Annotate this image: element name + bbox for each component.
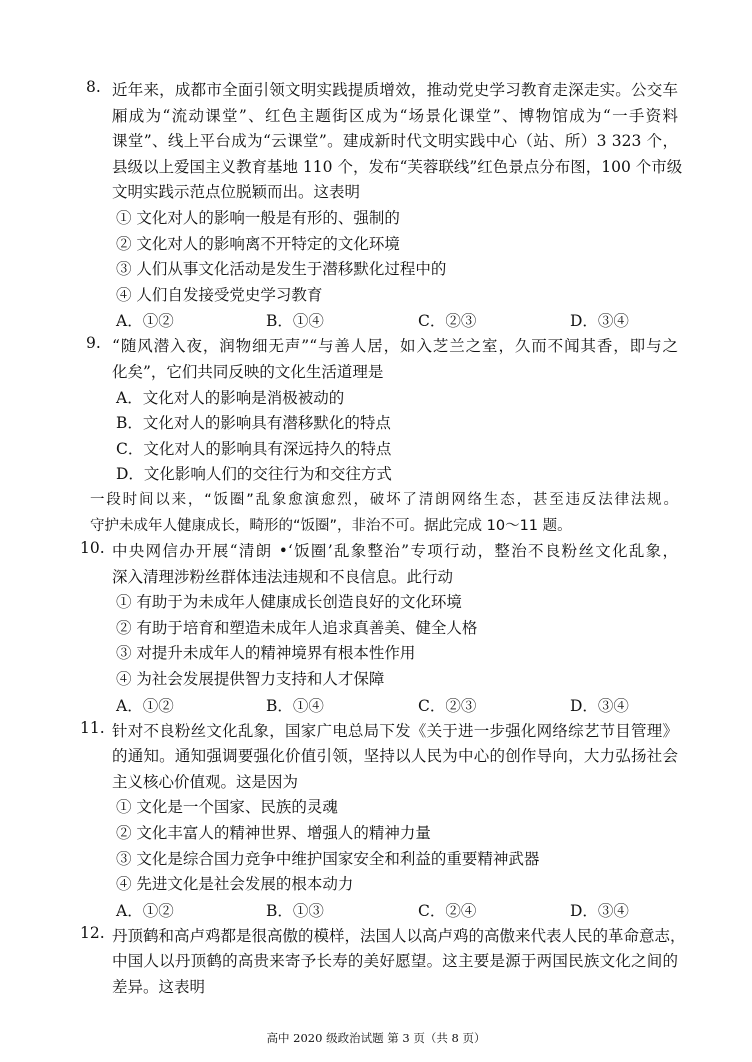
statement-option: ① 文化是一个国家、民族的灵魂 [116,798,338,817]
question-stem-line: “随风潜入夜，润物细无声”“与善人居，如入芝兰之室，久而不闻其香，即与之 [112,337,678,356]
question-11 [0,719,752,924]
choice-a: A．文化对人的影响是消极被动的 [116,388,345,407]
choice-a: A．①② [116,901,174,920]
question-stem-line: 县级以上爱国主义教育基地 110 个，发布“芙蓉联线”红色景点分布图，100 个市级 [112,157,683,176]
answer-choices [0,898,752,924]
question-stem-line: 深入清理涉粉丝群体违法违规和不良信息。此行动 [112,567,454,586]
question-12 [0,924,752,1001]
answer-choices [0,308,752,334]
statement-option: ④ 人们自发接受党史学习教育 [116,285,323,304]
statement-option: ④ 为社会发展提供智力支持和人才保障 [116,670,385,689]
choice-c: C．②④ [418,901,477,920]
question-number: 9. [86,334,101,353]
question-stem-line: 中央网信办开展“清朗 •‘饭圈’乱象整治”专项行动，整治不良粉丝文化乱象， [112,542,678,561]
reading-passage [0,488,752,539]
question-stem-line: 主义核心价值观。这是因为 [112,772,299,791]
choice-b: B．文化对人的影响具有潜移默化的特点 [116,414,391,433]
choice-d: D．③④ [570,901,629,920]
question-stem-line: 文明实践示范点位脱颖而出。这表明 [112,183,361,202]
choice-d: D．文化影响人们的交往行为和交往方式 [116,465,392,484]
statement-option: ② 有助于培育和塑造未成年人追求真善美、健全人格 [116,618,478,637]
choice-c: C．文化对人的影响具有深远持久的特点 [116,439,392,458]
statement-option: ② 文化对人的影响离不开特定的文化环境 [116,234,400,253]
question-stem-line: 近年来，成都市全面引领文明实践提质增效，推动党史学习教育走深走实。公交车 [112,81,678,99]
question-stem-line: 课堂”、线上平台成为“云课堂”。建成新时代文明实践中心（站、所）3 323 个， [112,132,678,151]
choice-b: B．①③ [266,901,324,920]
choice-c: C．②③ [418,696,477,715]
passage-line: 一段时间以来，“饭圈”乱象愈演愈烈，破坏了清朗网络生态，甚至违反法律法规。 [90,491,678,508]
question-stem-line: 化矣”，它们共同反映的文化生活道理是 [112,362,384,381]
answer-choices [0,693,752,719]
choice-c: C．②③ [418,312,477,331]
choice-b: B．①④ [266,312,324,331]
question-10 [0,539,752,719]
statement-option: ① 文化对人的影响一般是有形的、强制的 [116,208,400,227]
statement-option: ③ 人们从事文化活动是发生于潜移默化过程中的 [116,260,447,279]
statement-option: ② 文化丰富人的精神世界、增强人的精神力量 [116,824,431,843]
question-number: 12. [80,923,105,942]
question-number: 11. [80,718,105,737]
choice-a: A．①② [116,696,174,715]
question-stem-line: 厢成为“流动课堂”、红色主题街区成为“场景化课堂”、博物馆成为“一手资料 [112,106,678,125]
question-stem-line: 的通知。通知强调要强化价值引领，坚持以人民为中心的创作导向，大力弘扬社会 [112,747,678,766]
question-stem-line: 针对不良粉丝文化乱象，国家广电总局下发《关于进一步强化网络综艺节目管理》 [112,721,678,740]
statement-option: ① 有助于为未成年人健康成长创造良好的文化环境 [116,593,462,612]
question-8 [0,78,752,334]
choice-d: D．③④ [570,312,629,331]
statement-option: ③ 对提升未成年人的精神境界有根本性作用 [116,644,416,663]
question-number: 8. [86,78,101,96]
question-stem-line: 中国人以丹顶鹤的高贵来寄予长寿的美好愿望。这主要是源于两国民族文化之间的 [112,952,678,971]
question-stem-line: 差异。这表明 [112,978,206,996]
statement-option: ④ 先进文化是社会发展的根本动力 [116,875,354,894]
choice-a: A．①② [116,312,174,331]
statement-option: ③ 文化是综合国力竞争中维护国家安全和利益的重要精神武器 [116,849,540,868]
choice-d: D．③④ [570,696,629,715]
exam-content [0,78,752,1001]
question-9 [0,334,752,488]
question-number: 10. [80,539,105,558]
choice-b: B．①④ [266,696,324,715]
page-footer: 高中 2020 级政治试题 第 3 页（共 8 页） [266,1031,486,1045]
passage-line: 守护未成年人健康成长，畸形的“饭圈”，非治不可。据此完成 10～11 题。 [90,517,572,534]
question-stem-line: 丹顶鹤和高卢鸡都是很高傲的模样，法国人以高卢鸡的高傲来代表人民的革命意志， [112,926,686,945]
